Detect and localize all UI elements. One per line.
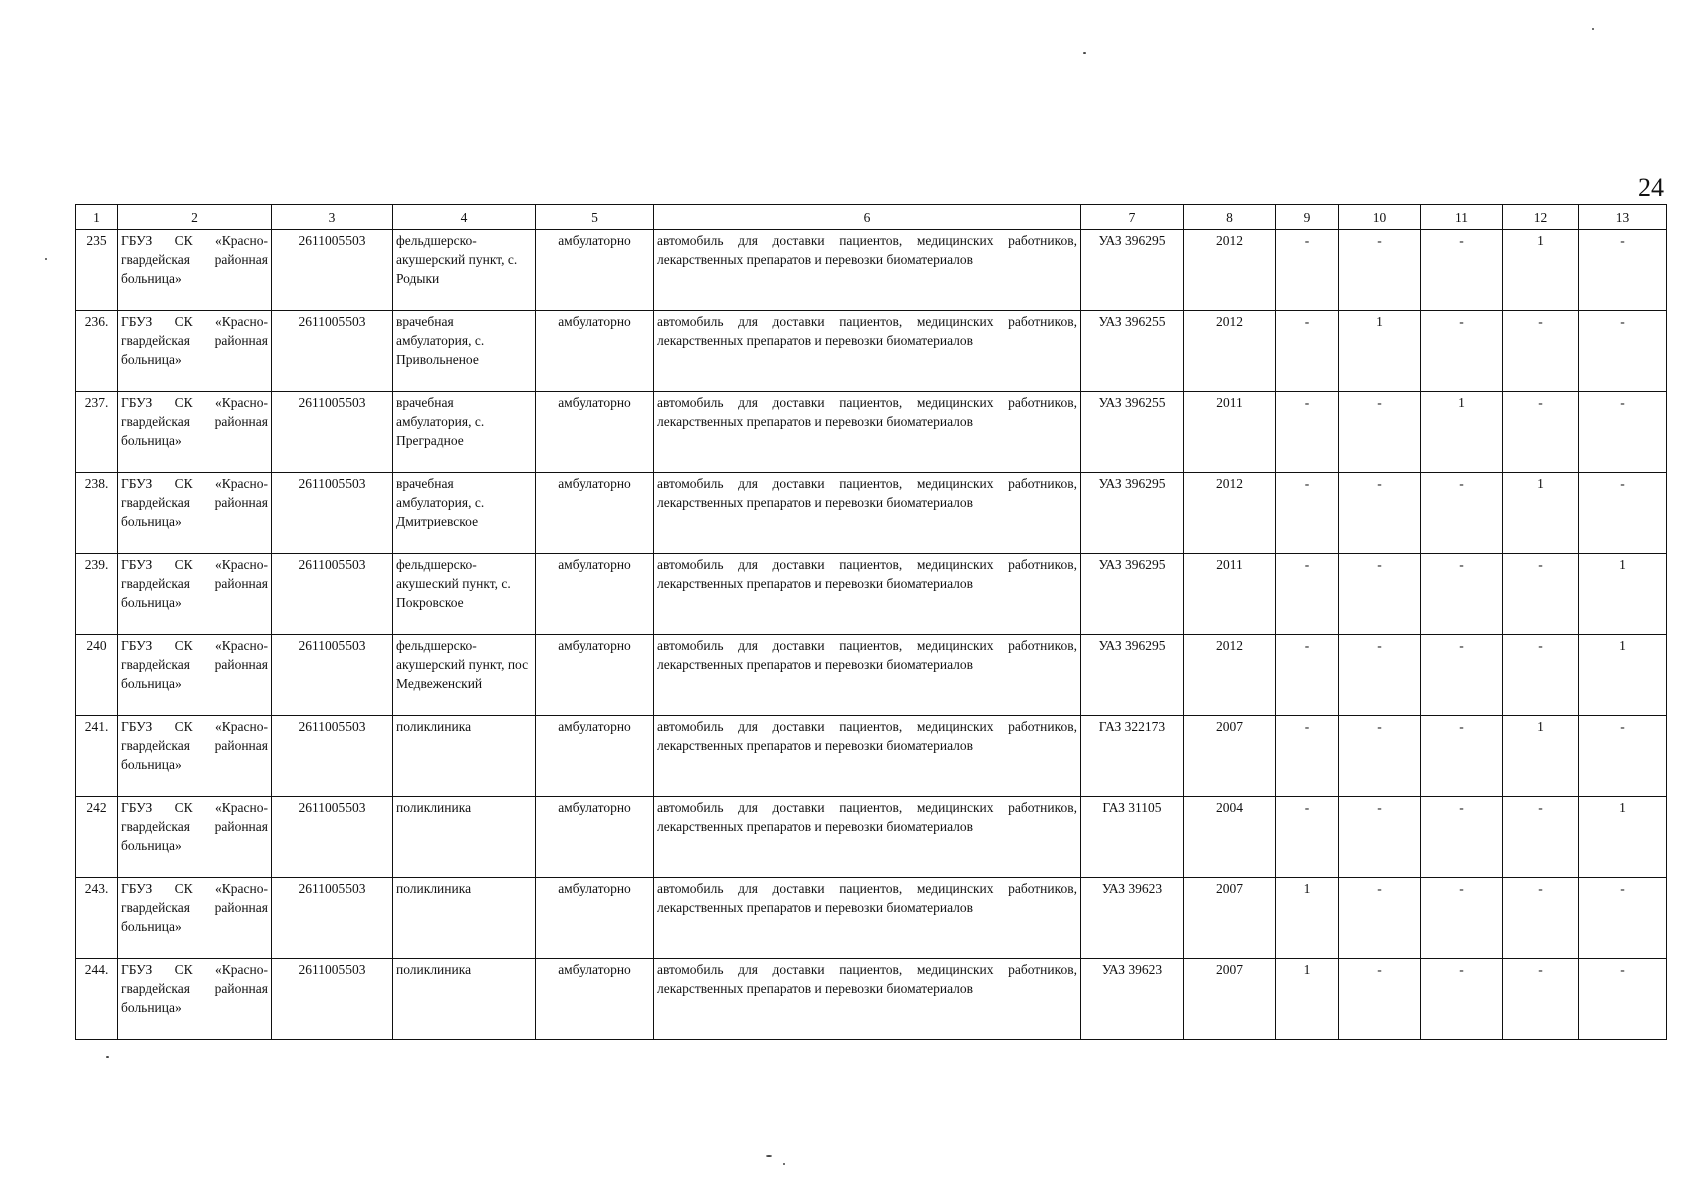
organization-cell: ГБУЗ СК «Красно-гвардейская районная больница» — [118, 878, 272, 959]
count-col-13-cell: 1 — [1579, 797, 1667, 878]
count-col-11-cell: - — [1421, 716, 1503, 797]
vehicle-model-cell: ГАЗ 322173 — [1081, 716, 1184, 797]
vehicle-registry-table — [75, 204, 1667, 1040]
count-col-9-cell: - — [1276, 392, 1339, 473]
table-row — [76, 473, 1667, 554]
count-col-13-cell: - — [1579, 959, 1667, 1040]
care-type-cell: амбулаторно — [536, 311, 654, 392]
count-col-12-cell: 1 — [1503, 473, 1579, 554]
count-col-9-cell: - — [1276, 797, 1339, 878]
row-number-cell: 244. — [76, 959, 118, 1040]
facility-unit-cell: врачебная амбулатория, с. Преградное — [393, 392, 536, 473]
column-header: 11 — [1421, 205, 1503, 230]
count-col-13-cell: - — [1579, 473, 1667, 554]
inn-cell: 2611005503 — [272, 311, 393, 392]
vehicle-purpose-cell: автомобиль для доставки пациентов, медицинских работников, лекарственных препаратов и перевозки биоматериалов — [654, 878, 1081, 959]
vehicle-model-cell: УАЗ 396295 — [1081, 230, 1184, 311]
facility-unit-cell: поликлиника — [393, 797, 536, 878]
vehicle-model-cell: УАЗ 39623 — [1081, 959, 1184, 1040]
scan-speck — [106, 1056, 109, 1058]
vehicle-purpose-cell: автомобиль для доставки пациентов, медицинских работников, лекарственных препаратов и перевозки биоматериалов — [654, 473, 1081, 554]
column-header: 3 — [272, 205, 393, 230]
count-col-10-cell: - — [1339, 635, 1421, 716]
count-col-9-cell: 1 — [1276, 959, 1339, 1040]
count-col-9-cell: - — [1276, 311, 1339, 392]
count-col-9-cell: 1 — [1276, 878, 1339, 959]
organization-cell: ГБУЗ СК «Красно-гвардейская районная больница» — [118, 635, 272, 716]
column-header: 1 — [76, 205, 118, 230]
organization-cell: ГБУЗ СК «Красно-гвардейская районная больница» — [118, 311, 272, 392]
facility-unit-cell: поликлиника — [393, 878, 536, 959]
column-header: 8 — [1184, 205, 1276, 230]
count-col-9-cell: - — [1276, 554, 1339, 635]
vehicle-year-cell: 2012 — [1184, 311, 1276, 392]
count-col-9-cell: - — [1276, 635, 1339, 716]
facility-unit-cell: поликлиника — [393, 959, 536, 1040]
column-header: 4 — [393, 205, 536, 230]
table-row — [76, 878, 1667, 959]
facility-unit-cell: поликлиника — [393, 716, 536, 797]
table-row — [76, 554, 1667, 635]
care-type-cell: амбулаторно — [536, 635, 654, 716]
column-header: 13 — [1579, 205, 1667, 230]
scan-speck — [766, 1155, 772, 1157]
facility-unit-cell: фельдшерско-акушерский пункт, пос Медвеженский — [393, 635, 536, 716]
vehicle-model-cell: УАЗ 396255 — [1081, 392, 1184, 473]
count-col-11-cell: - — [1421, 311, 1503, 392]
scan-speck — [783, 1163, 785, 1165]
table-row — [76, 635, 1667, 716]
organization-cell: ГБУЗ СК «Красно-гвардейская районная больница» — [118, 797, 272, 878]
count-col-11-cell: 1 — [1421, 392, 1503, 473]
vehicle-model-cell: ГАЗ 31105 — [1081, 797, 1184, 878]
vehicle-year-cell: 2007 — [1184, 716, 1276, 797]
count-col-12-cell: - — [1503, 392, 1579, 473]
organization-cell: ГБУЗ СК «Красно-гвардейская районная больница» — [118, 716, 272, 797]
row-number-cell: 235 — [76, 230, 118, 311]
vehicle-purpose-cell: автомобиль для доставки пациентов, медицинских работников, лекарственных препаратов и перевозки биоматериалов — [654, 230, 1081, 311]
vehicle-purpose-cell: автомобиль для доставки пациентов, медицинских работников, лекарственных препаратов и перевозки биоматериалов — [654, 392, 1081, 473]
count-col-11-cell: - — [1421, 554, 1503, 635]
count-col-12-cell: 1 — [1503, 230, 1579, 311]
row-number-cell: 238. — [76, 473, 118, 554]
count-col-11-cell: - — [1421, 635, 1503, 716]
row-number-cell: 242 — [76, 797, 118, 878]
inn-cell: 2611005503 — [272, 716, 393, 797]
inn-cell: 2611005503 — [272, 635, 393, 716]
table-body — [76, 230, 1667, 1040]
column-header: 12 — [1503, 205, 1579, 230]
vehicle-model-cell: УАЗ 396295 — [1081, 635, 1184, 716]
inn-cell: 2611005503 — [272, 797, 393, 878]
care-type-cell: амбулаторно — [536, 797, 654, 878]
column-header: 6 — [654, 205, 1081, 230]
table-row — [76, 311, 1667, 392]
facility-unit-cell: фельдшерско-акушеский пункт, с. Покровское — [393, 554, 536, 635]
count-col-11-cell: - — [1421, 797, 1503, 878]
row-number-cell: 239. — [76, 554, 118, 635]
count-col-10-cell: - — [1339, 716, 1421, 797]
count-col-12-cell: - — [1503, 959, 1579, 1040]
vehicle-model-cell: УАЗ 396295 — [1081, 473, 1184, 554]
inn-cell: 2611005503 — [272, 878, 393, 959]
table-row — [76, 392, 1667, 473]
scan-speck — [1592, 28, 1594, 30]
vehicle-year-cell: 2007 — [1184, 959, 1276, 1040]
count-col-10-cell: - — [1339, 392, 1421, 473]
vehicle-year-cell: 2012 — [1184, 230, 1276, 311]
column-header: 2 — [118, 205, 272, 230]
scan-speck — [1083, 52, 1086, 54]
care-type-cell: амбулаторно — [536, 392, 654, 473]
table-row — [76, 230, 1667, 311]
facility-unit-cell: врачебная амбулатория, с. Дмитриевское — [393, 473, 536, 554]
count-col-13-cell: - — [1579, 311, 1667, 392]
organization-cell: ГБУЗ СК «Красно-гвардейская районная больница» — [118, 959, 272, 1040]
row-number-cell: 240 — [76, 635, 118, 716]
count-col-12-cell: - — [1503, 635, 1579, 716]
count-col-9-cell: - — [1276, 716, 1339, 797]
vehicle-year-cell: 2004 — [1184, 797, 1276, 878]
count-col-10-cell: - — [1339, 554, 1421, 635]
organization-cell: ГБУЗ СК «Красно-гвардейская районная больница» — [118, 554, 272, 635]
vehicle-year-cell: 2011 — [1184, 392, 1276, 473]
vehicle-purpose-cell: автомобиль для доставки пациентов, медицинских работников, лекарственных препаратов и перевозки биоматериалов — [654, 635, 1081, 716]
organization-cell: ГБУЗ СК «Красно-гвардейская районная больница» — [118, 230, 272, 311]
care-type-cell: амбулаторно — [536, 554, 654, 635]
count-col-11-cell: - — [1421, 230, 1503, 311]
count-col-11-cell: - — [1421, 959, 1503, 1040]
count-col-11-cell: - — [1421, 878, 1503, 959]
column-number-header-row — [76, 205, 1667, 230]
column-header: 5 — [536, 205, 654, 230]
count-col-10-cell: - — [1339, 473, 1421, 554]
care-type-cell: амбулаторно — [536, 230, 654, 311]
vehicle-purpose-cell: автомобиль для доставки пациентов, медицинских работников, лекарственных препаратов и перевозки биоматериалов — [654, 797, 1081, 878]
table-row — [76, 959, 1667, 1040]
count-col-13-cell: - — [1579, 230, 1667, 311]
count-col-10-cell: - — [1339, 230, 1421, 311]
count-col-12-cell: - — [1503, 878, 1579, 959]
vehicle-year-cell: 2012 — [1184, 473, 1276, 554]
table-row — [76, 716, 1667, 797]
column-header: 10 — [1339, 205, 1421, 230]
vehicle-model-cell: УАЗ 396255 — [1081, 311, 1184, 392]
count-col-9-cell: - — [1276, 473, 1339, 554]
count-col-12-cell: 1 — [1503, 716, 1579, 797]
count-col-9-cell: - — [1276, 230, 1339, 311]
count-col-13-cell: - — [1579, 878, 1667, 959]
inn-cell: 2611005503 — [272, 230, 393, 311]
count-col-10-cell: - — [1339, 959, 1421, 1040]
row-number-cell: 236. — [76, 311, 118, 392]
count-col-12-cell: - — [1503, 311, 1579, 392]
column-header: 7 — [1081, 205, 1184, 230]
count-col-12-cell: - — [1503, 797, 1579, 878]
vehicle-year-cell: 2011 — [1184, 554, 1276, 635]
row-number-cell: 241. — [76, 716, 118, 797]
table-row — [76, 797, 1667, 878]
inn-cell: 2611005503 — [272, 554, 393, 635]
column-header: 9 — [1276, 205, 1339, 230]
organization-cell: ГБУЗ СК «Красно-гвардейская районная больница» — [118, 392, 272, 473]
row-number-cell: 243. — [76, 878, 118, 959]
facility-unit-cell: фельдшерско-акушерский пункт, с. Родыки — [393, 230, 536, 311]
inn-cell: 2611005503 — [272, 473, 393, 554]
count-col-10-cell: - — [1339, 878, 1421, 959]
scan-speck — [45, 258, 47, 260]
count-col-10-cell: 1 — [1339, 311, 1421, 392]
facility-unit-cell: врачебная амбулатория, с. Привольненое — [393, 311, 536, 392]
count-col-12-cell: - — [1503, 554, 1579, 635]
count-col-13-cell: - — [1579, 716, 1667, 797]
count-col-13-cell: 1 — [1579, 554, 1667, 635]
care-type-cell: амбулаторно — [536, 959, 654, 1040]
count-col-11-cell: - — [1421, 473, 1503, 554]
count-col-13-cell: - — [1579, 392, 1667, 473]
care-type-cell: амбулаторно — [536, 473, 654, 554]
vehicle-purpose-cell: автомобиль для доставки пациентов, медицинских работников, лекарственных препаратов и перевозки биоматериалов — [654, 959, 1081, 1040]
count-col-13-cell: 1 — [1579, 635, 1667, 716]
vehicle-model-cell: УАЗ 396295 — [1081, 554, 1184, 635]
care-type-cell: амбулаторно — [536, 716, 654, 797]
count-col-10-cell: - — [1339, 797, 1421, 878]
inn-cell: 2611005503 — [272, 959, 393, 1040]
vehicle-model-cell: УАЗ 39623 — [1081, 878, 1184, 959]
vehicle-purpose-cell: автомобиль для доставки пациентов, медицинских работников, лекарственных препаратов и перевозки биоматериалов — [654, 716, 1081, 797]
vehicle-purpose-cell: автомобиль для доставки пациентов, медицинских работников, лекарственных препаратов и перевозки биоматериалов — [654, 311, 1081, 392]
page-number: 24 — [1638, 173, 1664, 202]
row-number-cell: 237. — [76, 392, 118, 473]
care-type-cell: амбулаторно — [536, 878, 654, 959]
vehicle-year-cell: 2012 — [1184, 635, 1276, 716]
inn-cell: 2611005503 — [272, 392, 393, 473]
organization-cell: ГБУЗ СК «Красно-гвардейская районная больница» — [118, 473, 272, 554]
vehicle-year-cell: 2007 — [1184, 878, 1276, 959]
vehicle-purpose-cell: автомобиль для доставки пациентов, медицинских работников, лекарственных препаратов и перевозки биоматериалов — [654, 554, 1081, 635]
